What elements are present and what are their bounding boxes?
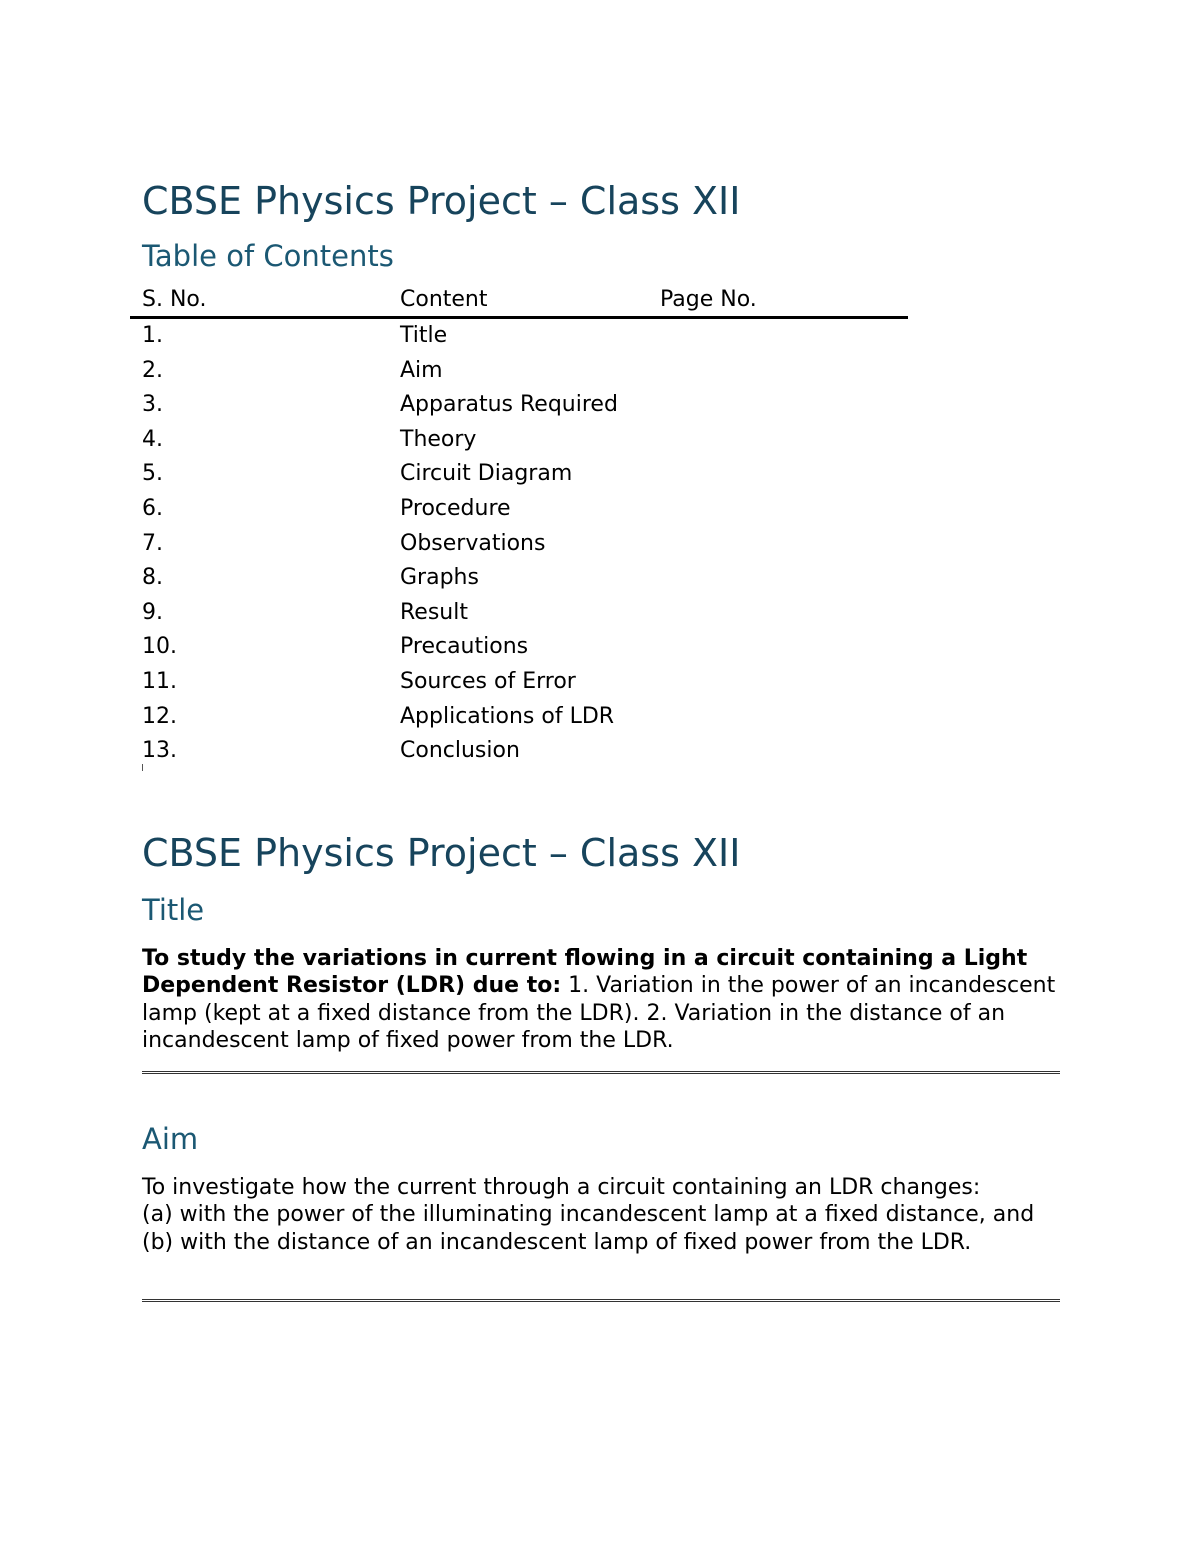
toc-row-sno: 10.: [142, 634, 177, 660]
toc-row: [130, 457, 908, 492]
divider-rule: [142, 1299, 1060, 1302]
toc-table: [130, 284, 908, 769]
title-body-text: 1. Variation in the power of an incandescent lamp (kept at a fixed distance from the LDR). 2. Variation in the distance of an incandescent lamp of fixed power from the LDR.: [142, 973, 1056, 1053]
toc-row-content: Title: [400, 323, 448, 348]
toc-row-content: Precautions: [400, 634, 529, 660]
section-title: CBSE Physics Project – Class XII: [142, 831, 741, 875]
toc-row: [130, 700, 908, 735]
aim-line-1: To investigate how the current through a circuit containing an LDR changes:: [142, 1175, 981, 1200]
toc-row-content: Result: [400, 599, 468, 625]
toc-header-content: Content: [400, 287, 488, 312]
aim-heading: Aim: [142, 1122, 199, 1156]
toc-row-sno: 7.: [142, 530, 163, 556]
title-paragraph: [142, 945, 1062, 1054]
toc-row-sno: 13.: [142, 738, 177, 764]
toc-row-content: Conclusion: [400, 738, 520, 764]
title-heading: Title: [142, 893, 205, 927]
toc-row-sno: 12.: [142, 703, 177, 729]
toc-body: [130, 319, 908, 769]
toc-row: [130, 665, 908, 700]
aim-line-2: (a) with the power of the illuminating incandescent lamp at a fixed distance, and: [142, 1202, 1035, 1228]
title-bold-text: To study the variations in current flowing in a circuit containing a Light Dependent Resistor (LDR) due to:: [142, 946, 1028, 999]
toc-row: [130, 734, 908, 769]
toc-row-sno: 8.: [142, 565, 163, 591]
toc-row: [130, 527, 908, 562]
toc-row: [130, 319, 908, 354]
toc-header-sno: S. No.: [142, 287, 207, 312]
toc-row-content: Circuit Diagram: [400, 461, 573, 487]
toc-row: [130, 492, 908, 527]
toc-row: [130, 630, 908, 665]
toc-row: [130, 354, 908, 389]
toc-row-sno: 9.: [142, 599, 163, 625]
toc-row-sno: 1.: [142, 323, 163, 348]
toc-row-sno: 6.: [142, 495, 163, 521]
toc-row-content: Procedure: [400, 495, 511, 521]
toc-row: [130, 561, 908, 596]
toc-row: [130, 423, 908, 458]
divider-rule: [142, 1071, 1060, 1074]
toc-row-content: Sources of Error: [400, 668, 576, 694]
toc-heading: Table of Contents: [142, 239, 394, 273]
toc-row-content: Apparatus Required: [400, 392, 618, 418]
toc-header-row: [130, 284, 908, 319]
text-cursor-mark: [142, 764, 143, 771]
toc-row-sno: 2.: [142, 357, 163, 383]
toc-row: [130, 388, 908, 423]
aim-line-3: (b) with the distance of an incandescent lamp of fixed power from the LDR.: [142, 1229, 972, 1255]
toc-header-page: Page No.: [660, 287, 757, 312]
toc-row-sno: 4.: [142, 426, 163, 452]
toc-row-content: Applications of LDR: [400, 703, 615, 729]
toc-row-content: Aim: [400, 357, 443, 383]
aim-paragraph: [142, 1174, 1062, 1256]
page-title: CBSE Physics Project – Class XII: [142, 179, 741, 223]
toc-row-content: Graphs: [400, 565, 479, 591]
toc-row-sno: 5.: [142, 461, 163, 487]
toc-row: [130, 596, 908, 631]
toc-row-content: Theory: [400, 426, 477, 452]
toc-row-sno: 11.: [142, 668, 177, 694]
toc-row-content: Observations: [400, 530, 546, 556]
toc-row-sno: 3.: [142, 392, 163, 418]
